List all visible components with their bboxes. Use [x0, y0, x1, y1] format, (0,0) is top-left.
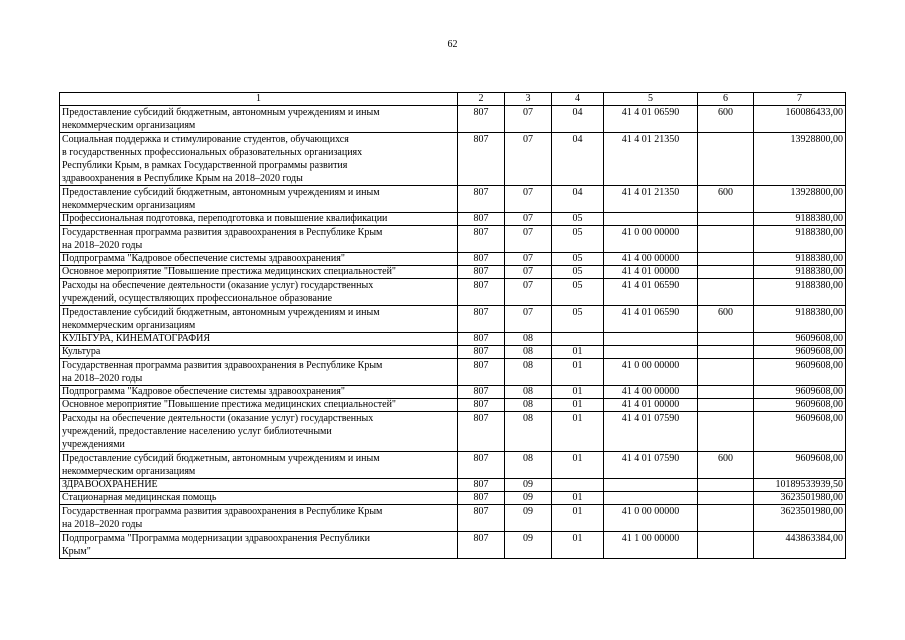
- header-col-6: 6: [698, 93, 754, 106]
- row-amount: 13928800,00: [754, 133, 846, 186]
- row-target-article: [604, 333, 698, 346]
- row-subsection-code: 05: [552, 213, 604, 226]
- row-target-article: 41 4 01 00000: [604, 266, 698, 279]
- table-row: [60, 133, 846, 186]
- row-section-code: 08: [505, 346, 552, 359]
- row-section-code: 09: [505, 505, 552, 532]
- table-row: [60, 266, 846, 279]
- row-amount: 9188380,00: [754, 279, 846, 306]
- row-amount: 9609608,00: [754, 333, 846, 346]
- table-row: [60, 346, 846, 359]
- row-subsection-code: 01: [552, 386, 604, 399]
- table-row: [60, 359, 846, 386]
- row-ministry-code: 807: [458, 106, 505, 133]
- row-ministry-code: 807: [458, 452, 505, 479]
- row-subsection-code: 01: [552, 412, 604, 452]
- row-section-code: 07: [505, 106, 552, 133]
- row-expense-type: [698, 492, 754, 505]
- row-amount: 9609608,00: [754, 412, 846, 452]
- row-name: Стационарная медицинская помощь: [60, 492, 458, 505]
- row-name: Государственная программа развития здравоохранения в Республике Крым на 2018–2020 годы: [60, 226, 458, 253]
- row-section-code: 07: [505, 266, 552, 279]
- table-row: [60, 279, 846, 306]
- row-expense-type: [698, 359, 754, 386]
- row-name: Предоставление субсидий бюджетным, автономным учреждениям и иным некоммерческим организациям: [60, 306, 458, 333]
- row-ministry-code: 807: [458, 505, 505, 532]
- page-number: 62: [447, 39, 458, 50]
- header-col-7: 7: [754, 93, 846, 106]
- row-subsection-code: 01: [552, 492, 604, 505]
- row-amount: 9188380,00: [754, 213, 846, 226]
- row-expense-type: [698, 266, 754, 279]
- row-expense-type: 600: [698, 452, 754, 479]
- row-ministry-code: 807: [458, 266, 505, 279]
- row-section-code: 07: [505, 279, 552, 306]
- row-subsection-code: 01: [552, 452, 604, 479]
- row-ministry-code: 807: [458, 386, 505, 399]
- row-section-code: 08: [505, 399, 552, 412]
- row-expense-type: [698, 213, 754, 226]
- row-ministry-code: 807: [458, 532, 505, 559]
- row-ministry-code: 807: [458, 412, 505, 452]
- row-subsection-code: 05: [552, 266, 604, 279]
- header-col-4: 4: [552, 93, 604, 106]
- row-ministry-code: 807: [458, 226, 505, 253]
- row-expense-type: [698, 226, 754, 253]
- table-row: [60, 306, 846, 333]
- header-col-3: 3: [505, 93, 552, 106]
- row-section-code: 07: [505, 186, 552, 213]
- row-subsection-code: [552, 333, 604, 346]
- header-col-1: 1: [60, 93, 458, 106]
- row-amount: 9609608,00: [754, 346, 846, 359]
- row-ministry-code: 807: [458, 186, 505, 213]
- row-section-code: 08: [505, 386, 552, 399]
- row-subsection-code: 04: [552, 186, 604, 213]
- row-amount: 9609608,00: [754, 452, 846, 479]
- row-name: Основное мероприятие "Повышение престижа медицинских специальностей": [60, 399, 458, 412]
- row-ministry-code: 807: [458, 492, 505, 505]
- row-ministry-code: 807: [458, 346, 505, 359]
- row-ministry-code: 807: [458, 279, 505, 306]
- table-row: [60, 106, 846, 133]
- row-expense-type: 600: [698, 106, 754, 133]
- row-section-code: 07: [505, 253, 552, 266]
- row-amount: 9188380,00: [754, 266, 846, 279]
- row-section-code: 09: [505, 479, 552, 492]
- row-amount: 9188380,00: [754, 226, 846, 253]
- row-expense-type: [698, 399, 754, 412]
- row-name: Расходы на обеспечение деятельности (оказание услуг) государственных учреждений, предоставление населению услуг библиотечными учреждениями: [60, 412, 458, 452]
- row-amount: 443863384,00: [754, 532, 846, 559]
- row-target-article: [604, 346, 698, 359]
- row-section-code: 08: [505, 333, 552, 346]
- row-name: Расходы на обеспечение деятельности (оказание услуг) государственных учреждений, осуществляющих профессиональное образование: [60, 279, 458, 306]
- row-ministry-code: 807: [458, 479, 505, 492]
- table-row: [60, 452, 846, 479]
- row-name: КУЛЬТУРА, КИНЕМАТОГРАФИЯ: [60, 333, 458, 346]
- row-amount: 10189533939,50: [754, 479, 846, 492]
- row-target-article: [604, 492, 698, 505]
- row-name: Основное мероприятие "Повышение престижа медицинских специальностей": [60, 266, 458, 279]
- row-amount: 9609608,00: [754, 386, 846, 399]
- row-subsection-code: 01: [552, 399, 604, 412]
- row-section-code: 08: [505, 452, 552, 479]
- row-target-article: 41 4 01 06590: [604, 106, 698, 133]
- header-row: [60, 93, 846, 106]
- row-name: Подпрограмма "Программа модернизации здравоохранения Республики Крым": [60, 532, 458, 559]
- row-target-article: 41 0 00 00000: [604, 505, 698, 532]
- row-subsection-code: 05: [552, 279, 604, 306]
- row-expense-type: [698, 346, 754, 359]
- row-section-code: 09: [505, 492, 552, 505]
- row-subsection-code: 05: [552, 253, 604, 266]
- row-target-article: 41 4 01 07590: [604, 452, 698, 479]
- row-target-article: 41 4 01 07590: [604, 412, 698, 452]
- row-subsection-code: 01: [552, 532, 604, 559]
- row-subsection-code: [552, 479, 604, 492]
- row-expense-type: [698, 333, 754, 346]
- row-amount: 160086433,00: [754, 106, 846, 133]
- row-amount: 3623501980,00: [754, 492, 846, 505]
- row-ministry-code: 807: [458, 213, 505, 226]
- row-expense-type: [698, 532, 754, 559]
- row-ministry-code: 807: [458, 333, 505, 346]
- row-name: Подпрограмма "Кадровое обеспечение системы здравоохранения": [60, 253, 458, 266]
- table-header: [60, 93, 846, 106]
- row-subsection-code: 04: [552, 133, 604, 186]
- row-amount: 9609608,00: [754, 399, 846, 412]
- row-section-code: 08: [505, 412, 552, 452]
- row-ministry-code: 807: [458, 253, 505, 266]
- table-row: [60, 492, 846, 505]
- row-amount: 9188380,00: [754, 306, 846, 333]
- row-name: Подпрограмма "Кадровое обеспечение системы здравоохранения": [60, 386, 458, 399]
- row-target-article: 41 4 01 21350: [604, 133, 698, 186]
- table-row: [60, 479, 846, 492]
- table-row: [60, 226, 846, 253]
- row-subsection-code: 01: [552, 346, 604, 359]
- row-expense-type: [698, 386, 754, 399]
- row-section-code: 07: [505, 133, 552, 186]
- row-amount: 9609608,00: [754, 359, 846, 386]
- row-name: Государственная программа развития здравоохранения в Республике Крым на 2018–2020 годы: [60, 505, 458, 532]
- row-target-article: 41 0 00 00000: [604, 226, 698, 253]
- row-subsection-code: 01: [552, 359, 604, 386]
- row-target-article: 41 4 00 00000: [604, 253, 698, 266]
- row-target-article: 41 0 00 00000: [604, 359, 698, 386]
- row-target-article: 41 4 01 06590: [604, 306, 698, 333]
- row-expense-type: 600: [698, 186, 754, 213]
- row-target-article: 41 4 01 06590: [604, 279, 698, 306]
- row-amount: 3623501980,00: [754, 505, 846, 532]
- row-name: Предоставление субсидий бюджетным, автономным учреждениям и иным некоммерческим организациям: [60, 452, 458, 479]
- row-expense-type: [698, 253, 754, 266]
- header-col-2: 2: [458, 93, 505, 106]
- table-row: [60, 505, 846, 532]
- budget-table: [59, 92, 846, 559]
- row-subsection-code: 04: [552, 106, 604, 133]
- row-subsection-code: 05: [552, 226, 604, 253]
- row-section-code: 07: [505, 226, 552, 253]
- row-subsection-code: 01: [552, 505, 604, 532]
- row-expense-type: [698, 133, 754, 186]
- row-target-article: [604, 213, 698, 226]
- row-name: ЗДРАВООХРАНЕНИЕ: [60, 479, 458, 492]
- table-row: [60, 399, 846, 412]
- row-target-article: [604, 479, 698, 492]
- row-amount: 13928800,00: [754, 186, 846, 213]
- row-amount: 9188380,00: [754, 253, 846, 266]
- row-subsection-code: 05: [552, 306, 604, 333]
- row-name: Профессиональная подготовка, переподготовка и повышение квалификации: [60, 213, 458, 226]
- row-name: Культура: [60, 346, 458, 359]
- row-section-code: 08: [505, 359, 552, 386]
- row-section-code: 07: [505, 213, 552, 226]
- row-target-article: 41 4 01 21350: [604, 186, 698, 213]
- header-col-5: 5: [604, 93, 698, 106]
- row-ministry-code: 807: [458, 399, 505, 412]
- row-expense-type: [698, 412, 754, 452]
- row-expense-type: [698, 505, 754, 532]
- row-section-code: 09: [505, 532, 552, 559]
- table-body: [60, 106, 846, 559]
- row-name: Государственная программа развития здравоохранения в Республике Крым на 2018–2020 годы: [60, 359, 458, 386]
- table-row: [60, 186, 846, 213]
- table-row: [60, 213, 846, 226]
- row-name: Социальная поддержка и стимулирование студентов, обучающихся в государственных профессиональных образовательных организациях Республики Крым, в рамках Государственной программы развития здравоохранения в Республике Крым на 2018–2020 годы: [60, 133, 458, 186]
- row-section-code: 07: [505, 306, 552, 333]
- row-ministry-code: 807: [458, 133, 505, 186]
- row-target-article: 41 4 01 00000: [604, 399, 698, 412]
- row-ministry-code: 807: [458, 306, 505, 333]
- row-expense-type: 600: [698, 306, 754, 333]
- row-expense-type: [698, 479, 754, 492]
- row-ministry-code: 807: [458, 359, 505, 386]
- table-row: [60, 532, 846, 559]
- table-row: [60, 412, 846, 452]
- row-name: Предоставление субсидий бюджетным, автономным учреждениям и иным некоммерческим организациям: [60, 186, 458, 213]
- table-row: [60, 253, 846, 266]
- row-target-article: 41 4 00 00000: [604, 386, 698, 399]
- table-row: [60, 386, 846, 399]
- row-expense-type: [698, 279, 754, 306]
- table-row: [60, 333, 846, 346]
- row-name: Предоставление субсидий бюджетным, автономным учреждениям и иным некоммерческим организациям: [60, 106, 458, 133]
- row-target-article: 41 1 00 00000: [604, 532, 698, 559]
